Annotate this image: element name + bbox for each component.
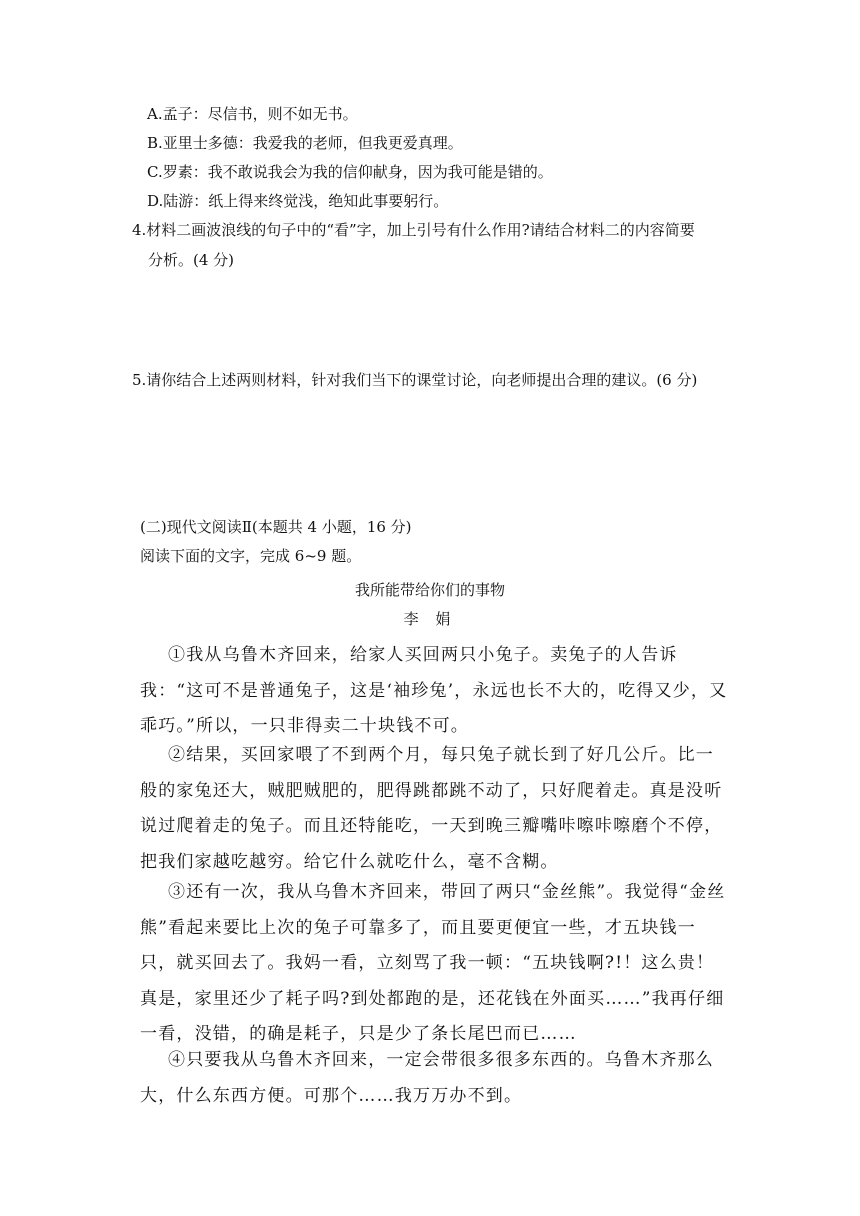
article-title: 我所能带给你们的事物 (354, 581, 505, 599)
option-c: C.罗素：我不敢说我会为我的信仰献身，因为我可能是错的。 (147, 163, 553, 181)
section-heading: (二)现代文阅读Ⅱ(本题共 4 小题，16 分) (140, 518, 412, 536)
section-instruction: 阅读下面的文字，完成 6~9 题。 (140, 547, 362, 565)
option-a: A.孟子：尽信书，则不如无书。 (147, 105, 358, 123)
paragraph-3: ③还有一次，我从乌鲁木齐回来，带回了两只“金丝熊”。我觉得“金丝熊”看起来要比上次的兔子可靠多了，而且要更便宜一些，才五块钱一只，就买回去了。我妈一看，立刻骂了我一顿：“五块钱啊?!！这么贵！真是，家里还少了耗子吗?到处都跑的是，还花钱在外面买……”我再仔细一看，没错，的确是耗子，只是少了条长尾巴而已…… (140, 882, 726, 1044)
option-b: B.亚里士多德：我爱我的老师，但我更爱真理。 (147, 134, 463, 152)
paragraph-4: ④只要我从乌鲁木齐回来，一定会带很多很多东西的。乌鲁木齐那么大，什么东西方便。可那个……我万万办不到。 (140, 1050, 714, 1106)
article-author: 李 娟 (403, 610, 457, 628)
option-d: D.陆游：纸上得来终觉浅，绝知此事要躬行。 (147, 192, 449, 210)
question-4-line-1: 4.材料二画波浪线的句子中的“看”字，加上引号有什么作用?请结合材料二的内容简要 (132, 221, 695, 239)
question-4-line-2: 分析。(4 分) (148, 251, 235, 269)
paragraph-2: ②结果，买回家喂了不到两个月，每只兔子就长到了好几公斤。比一般的家兔还大，贼肥贼肥的，肥得跳都跳不动了，只好爬着走。真是没听说过爬着走的兔子。而且还特能吃，一天到晚三瓣嘴咔嚓咔嚓磨个不停，把我们家越吃越穷。给它什么就吃什么，毫不含糊。 (140, 745, 723, 872)
paragraph-1: ①我从乌鲁木齐回来，给家人买回两只小兔子。卖兔子的人告诉我：“这可不是普通兔子，这是‘袖珍兔’，永远也长不大的，吃得又少，又乖巧。”所以，一只非得卖二十块钱不可。 (140, 645, 728, 736)
question-5: 5.请你结合上述两则材料，针对我们当下的课堂讨论，向老师提出合理的建议。(6 分) (132, 371, 698, 389)
